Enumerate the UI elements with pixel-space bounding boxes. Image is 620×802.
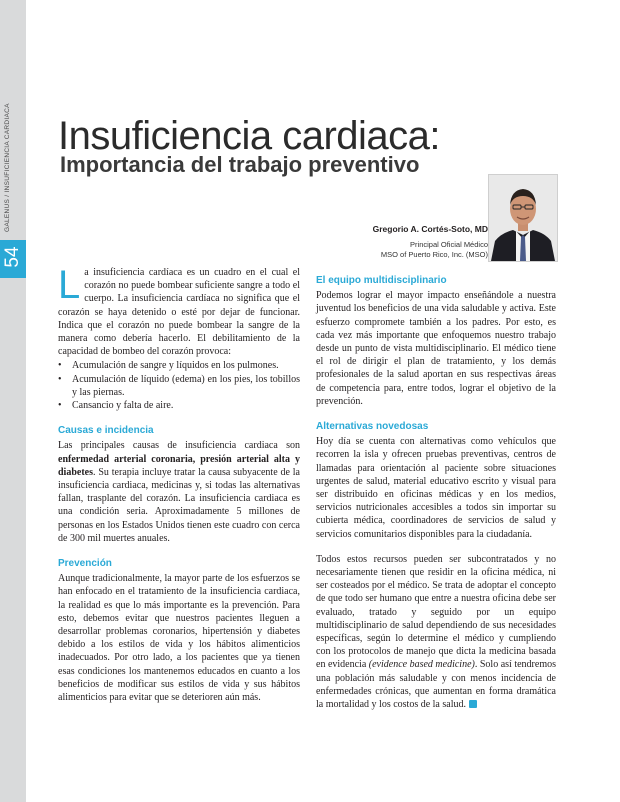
drop-cap: L	[58, 263, 81, 307]
section-heading-equipo: El equipo multidisciplinario	[316, 275, 447, 286]
causas-text-continued: . Su terapia incluye tratar la causa subyacente de la insuficiencia cardiaca, medicinas y, si todas las alternativas fallan, trasplante del corazón. La insuficiencia cardiaca es una condición seria. Aproximadamente 5 millones de personas en los Estados Unidos tienen este cuadro con cerca de 300 mil muertes anuales.	[58, 466, 300, 544]
author-organization: MSO of Puerto Rico, Inc. (MSO)	[380, 250, 488, 259]
end-of-article-icon	[469, 700, 477, 708]
equipo-paragraph: Podemos lograr el mayor impacto enseñándole a nuestra juventud los beneficios de una vida saludable y activa. Este esfuerzo compromete también a los padres. Por esto, es cada vez más importante que enfoquemos nuestro trabajo desde un punto de vista multidisciplinario. El médico tiene el rol de dirigir el plan de tratamiento, y los demás profesionales de la salud aportan en sus respectivas áreas de competencia para, entre todos, lograr el objetivo de la prevención.	[316, 290, 556, 407]
section-heading-causas: Causas e incidencia	[58, 425, 154, 437]
section-heading-prevencion: Prevención	[58, 558, 112, 570]
list-item: • Acumulación de sangre y líquidos en los pulmones.	[58, 359, 300, 372]
alternativas-paragraph-1: Hoy día se cuenta con alternativas como vehículos que recorren la isla y ofrecen pruebas preventivas, centros de llamadas para orientación al paciente sobre situaciones urgentes de salud, material educativo escrito y visual para ser distribuido en oficinas médicas y en los medios, servicios nutricionales accesibles a todos sin importar su cubierta médica, coordinadores de servicios de salud y servicios comunitarios disponibles para la ciudadanía.	[316, 436, 556, 540]
alternativas-italic-text: (evidence based medicine)	[368, 659, 475, 671]
left-column	[58, 263, 300, 704]
page-number: 54	[2, 246, 23, 268]
intro-paragraph	[58, 263, 300, 358]
page-subtitle: Importancia del trabajo preventivo	[60, 152, 420, 177]
list-item: • Cansancio y falta de aire.	[58, 399, 300, 412]
symptom-list	[58, 359, 300, 412]
section-heading-alternativas: Alternativas novedosas	[316, 421, 429, 433]
author-photo	[488, 174, 558, 262]
alternativas-paragraph-2	[316, 553, 556, 711]
intro-text: a insuficiencia cardíaca es un cuadro en el cual el corazón no puede bombear suficiente sangre a todo el cuerpo. La insuficiencia cardíaca no significa que el corazón se haya detenido o esté por dejar de funcionar. Indica que el corazón no puede bombear la sangre de la manera como debería hacerlo. El debilitamiento de la capacidad de bombeo del corazón provoca:	[58, 267, 300, 358]
section-label: GALENUS / INSUFICIENCIA CARDIACA	[4, 103, 11, 232]
causas-bold-text: enfermedad arterial coronaria, presión arterial alta y diabetes	[58, 453, 300, 478]
prevencion-paragraph: Aunque tradicionalmente, la mayor parte de los esfuerzos se han enfocado en el tratamiento de la insuficiencia cardiaca, la realidad es que lo más importante es la prevención. Para esto, debemos evitar que nuestros pacientes lleguen a desarrollar problemas coronarios, hipertensión y diabetes debido a los estilos de vida y los hábitos alimenticios inadecuados. Por otro lado, a los pacientes que ya tienen esas condiciones los mantenemos educados en cuanto a los beneficios de modificar sus estilos de vida y sus hábitos alimenticios para evitar que se deterioren aún más.	[58, 573, 300, 704]
paragraph-spacer	[316, 541, 556, 553]
right-column	[316, 274, 556, 711]
page-title: Insuficiencia cardiaca:	[58, 114, 441, 158]
author-block	[373, 224, 488, 260]
causas-paragraph	[58, 439, 300, 545]
author-role: Principal Oficial Médico	[410, 240, 488, 249]
alternativas-text: Todos estos recursos pueden ser subcontratados y no necesariamente tienen que residir en la oficina médica, ni ser costeados por el médico. Se trata de adoptar el concepto de que todo ser humano que entre a nuestra oficina debe ser evaluado, tratado y seguido por un equipo multidisciplinario de salud dependiendo de sus necesidades específicas, según lo determine el médico y cumpliendo con los protocolos de manejo que dicta la medicina basada en evidencia	[316, 553, 556, 671]
author-name: Gregorio A. Cortés-Soto, MD	[372, 224, 488, 234]
list-item: • Acumulación de líquido (edema) en los pies, los tobillos y las piernas.	[58, 373, 300, 399]
alternativas-text-continued: . Solo así tendremos una población más saludable y con menos incidencia de enfermedades crónicas, que aumentan en forma dramática la mortalidad y los costos de la salud.	[316, 659, 556, 711]
author-portrait-icon	[489, 175, 557, 261]
causas-text: Las principales causas de insuficiencia cardiaca son	[58, 440, 300, 452]
